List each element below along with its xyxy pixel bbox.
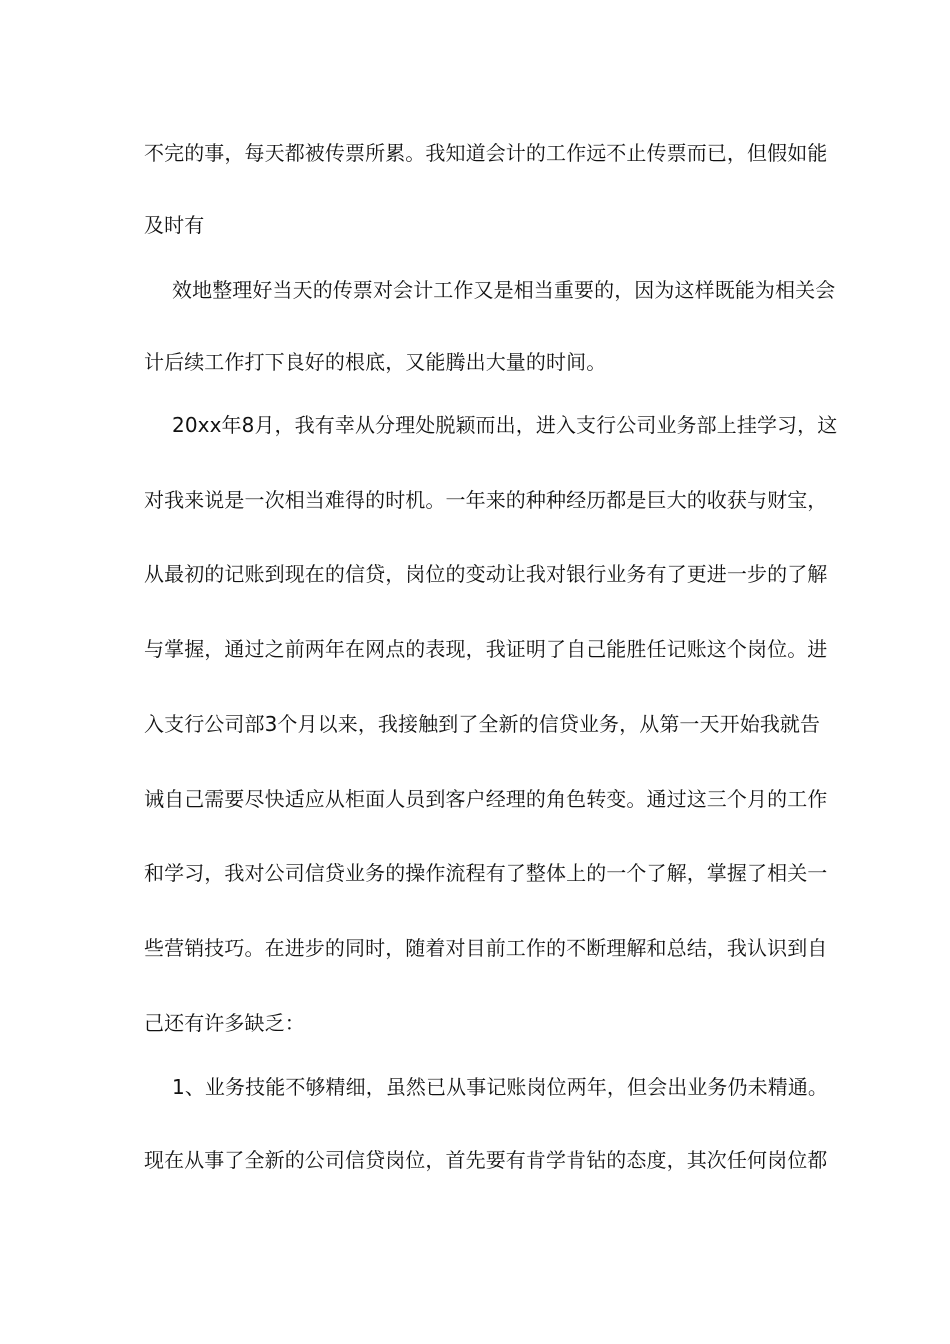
text-line: 不完的事，每天都被传票所累。我知道会计的工作远不止传票而已，但假如能 — [144, 141, 828, 165]
text-line: 与掌握，通过之前两年在网点的表现，我证明了自己能胜任记账这个岗位。进 — [144, 637, 828, 661]
text-line: 些营销技巧。在进步的同时，随着对目前工作的不断理解和总结，我认识到自 — [144, 936, 828, 960]
text-line: 己还有许多缺乏： — [144, 1011, 305, 1035]
text-line: 及时有 — [144, 213, 205, 237]
text-line: 入支行公司部3个月以来，我接触到了全新的信贷业务，从第一天开始我就告 — [144, 712, 821, 736]
list-item: 1、业务技能不够精细，虽然已从事记账岗位两年，但会出业务仍未精通。 — [172, 1075, 829, 1099]
text-line: 诫自己需要尽快适应从柜面人员到客户经理的角色转变。通过这三个月的工作 — [144, 787, 828, 811]
text-line: 从最初的记账到现在的信贷，岗位的变动让我对银行业务有了更进一步的了解 — [144, 562, 828, 586]
paragraph-line: 20xx年8月，我有幸从分理处脱颖而出，进入支行公司业务部上挂学习，这 — [172, 413, 838, 437]
text-line: 计后续工作打下良好的根底，又能腾出大量的时间。 — [144, 350, 607, 374]
text-line: 和学习，我对公司信贷业务的操作流程有了整体上的一个了解，掌握了相关一 — [144, 861, 828, 885]
text-line: 对我来说是一次相当难得的时机。一年来的种种经历都是巨大的收获与财宝， — [144, 488, 828, 512]
paragraph-line: 效地整理好当天的传票对会计工作又是相当重要的，因为这样既能为相关会 — [172, 278, 836, 302]
text-line: 现在从事了全新的公司信贷岗位，首先要有肯学肯钻的态度，其次任何岗位都 — [144, 1148, 828, 1172]
